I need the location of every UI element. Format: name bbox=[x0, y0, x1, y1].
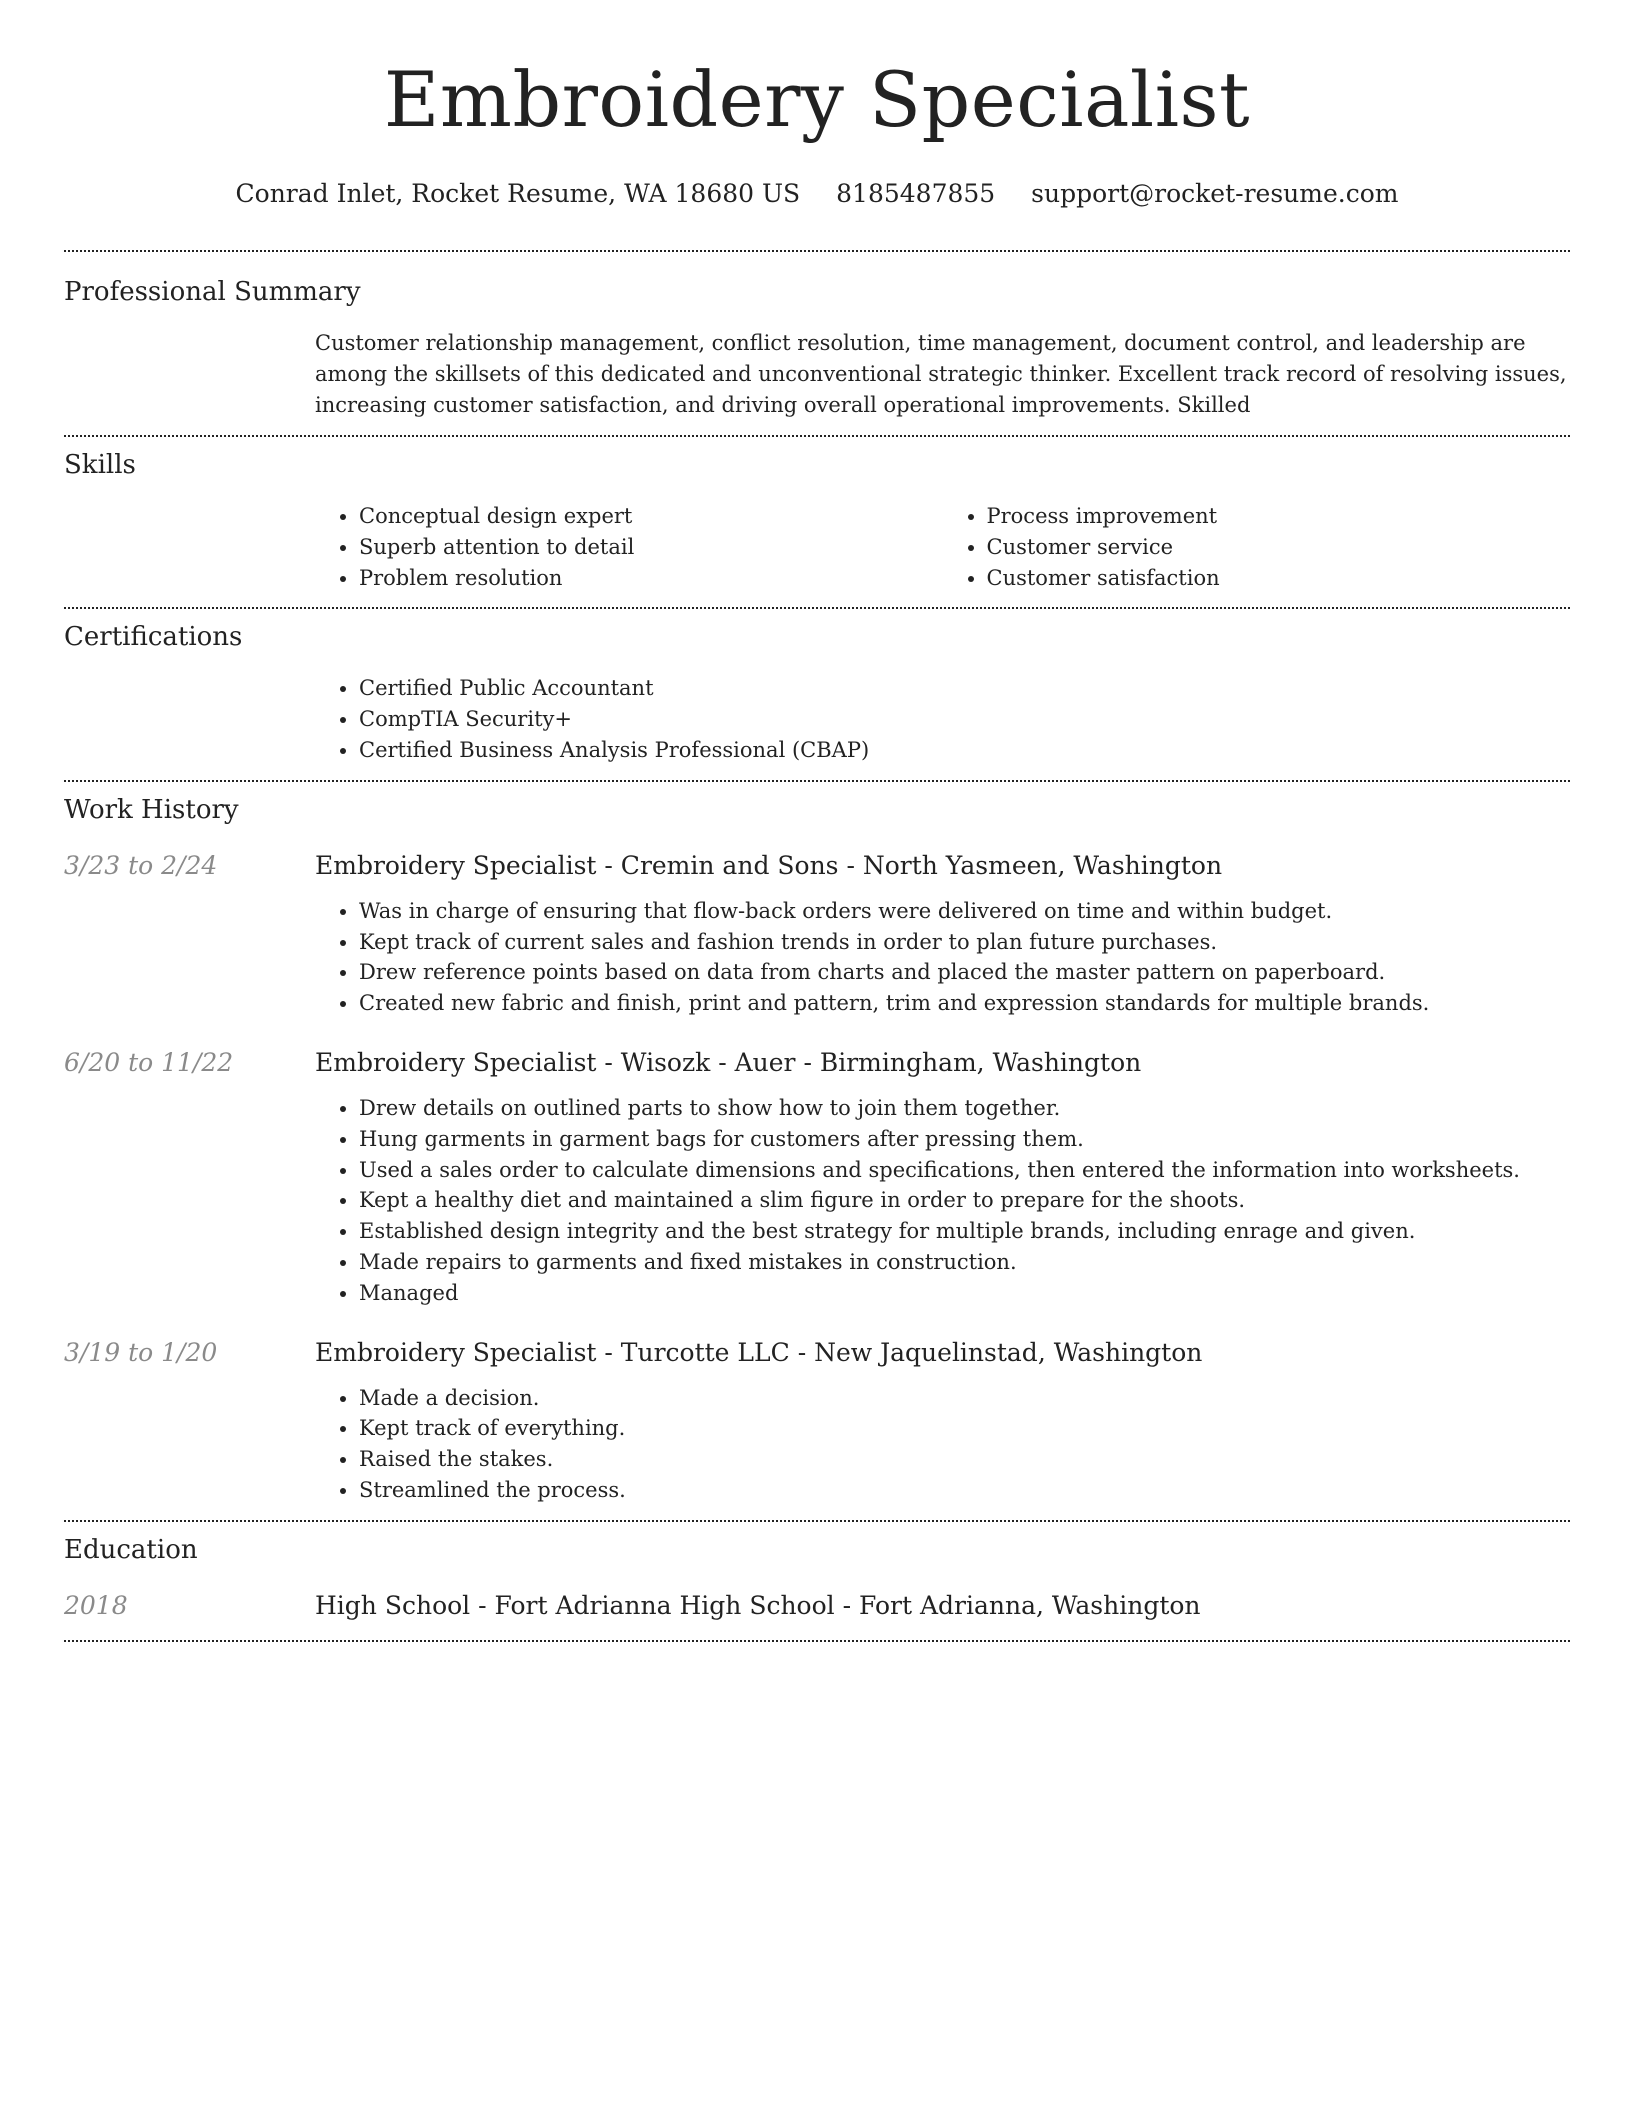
list-item: • Managed bbox=[359, 1278, 1570, 1309]
education-degree: High School bbox=[315, 1590, 471, 1620]
list-item: • Raised the stakes. bbox=[359, 1444, 1570, 1475]
job-entry bbox=[64, 1045, 1570, 1309]
section-title-education: Education bbox=[64, 1534, 198, 1565]
job-heading: Embroidery Specialist - Cremin and Sons - North Yasmeen, Washington bbox=[315, 850, 1223, 880]
job-bullets bbox=[315, 1093, 1570, 1309]
list-item: • Made repairs to garments and fixed mistakes in construction. bbox=[359, 1247, 1570, 1278]
education-year: 2018 bbox=[64, 1590, 128, 1620]
summary-text: Customer relationship management, conflict resolution, time management, document control, and leadership are among the skillsets of this dedicated and unconventional strategic thinker. Excellent track record of resolving issues, increasing customer satisfaction, and driving overall operational improvements. Skilled bbox=[315, 331, 1567, 417]
summary-section bbox=[64, 252, 1570, 435]
list-item: • Kept track of current sales and fashion trends in order to plan future purchases. bbox=[359, 927, 1570, 958]
contact-line bbox=[64, 176, 1570, 212]
job-entry bbox=[64, 848, 1570, 1019]
work-section bbox=[64, 782, 1570, 1520]
contact-address: Conrad Inlet, Rocket Resume, WA 18680 US bbox=[235, 179, 801, 208]
education-heading bbox=[315, 1588, 1201, 1624]
list-item: • Superb attention to detail bbox=[359, 532, 943, 563]
certifications-section bbox=[64, 609, 1570, 779]
list-item: • Drew reference points based on data from charts and placed the master pattern on paperboard. bbox=[359, 957, 1570, 988]
education-section bbox=[64, 1522, 1570, 1640]
resume-page bbox=[64, 0, 1570, 1642]
list-item: • Problem resolution bbox=[359, 563, 943, 594]
skills-list-right bbox=[943, 501, 1571, 593]
list-item: • Kept track of everything. bbox=[359, 1413, 1570, 1444]
section-title-work: Work History bbox=[64, 794, 239, 825]
list-item: • Was in charge of ensuring that flow-back orders were delivered on time and within budget. bbox=[359, 896, 1570, 927]
list-item: • Certified Business Analysis Professional (CBAP) bbox=[359, 735, 1570, 766]
job-dates: 3/19 to 1/20 bbox=[64, 1337, 218, 1367]
certifications-list bbox=[315, 673, 1570, 765]
list-item: • Kept a healthy diet and maintained a slim figure in order to prepare for the shoots. bbox=[359, 1185, 1570, 1216]
skills-list-left bbox=[315, 501, 943, 593]
job-heading: Embroidery Specialist - Wisozk - Auer - Birmingham, Washington bbox=[315, 1047, 1142, 1077]
section-title-certifications: Certifications bbox=[64, 622, 243, 653]
job-bullets bbox=[315, 896, 1570, 1019]
list-item: • Process improvement bbox=[987, 501, 1571, 532]
list-item: • Certified Public Accountant bbox=[359, 673, 1570, 704]
section-title-summary: Professional Summary bbox=[64, 277, 361, 307]
job-bullets bbox=[315, 1383, 1570, 1506]
skills-section bbox=[64, 437, 1570, 607]
list-item: • Streamlined the process. bbox=[359, 1475, 1570, 1506]
job-dates: 6/20 to 11/22 bbox=[64, 1047, 234, 1077]
job-entry bbox=[64, 1335, 1570, 1520]
list-item: • Conceptual design expert bbox=[359, 501, 943, 532]
list-item: • Established design integrity and the best strategy for multiple brands, including enrage and given. bbox=[359, 1216, 1570, 1247]
education-entry bbox=[64, 1588, 1570, 1640]
list-item: • Customer satisfaction bbox=[987, 563, 1571, 594]
list-item: • Used a sales order to calculate dimensions and specifications, then entered the information into worksheets. bbox=[359, 1155, 1570, 1186]
contact-email: support@rocket-resume.com bbox=[1031, 179, 1399, 208]
list-item: • Drew details on outlined parts to show how to join them together. bbox=[359, 1093, 1570, 1124]
divider bbox=[64, 1640, 1570, 1642]
resume-name: Embroidery Specialist bbox=[383, 55, 1251, 144]
list-item: • Customer service bbox=[987, 532, 1571, 563]
list-item: • Made a decision. bbox=[359, 1383, 1570, 1414]
list-item: • CompTIA Security+ bbox=[359, 704, 1570, 735]
list-item: • Hung garments in garment bags for customers after pressing them. bbox=[359, 1124, 1570, 1155]
job-heading: Embroidery Specialist - Turcotte LLC - New Jaquelinstad, Washington bbox=[315, 1337, 1203, 1367]
contact-phone: 8185487855 bbox=[836, 179, 996, 208]
list-item: • Created new fabric and finish, print and pattern, trim and expression standards for multiple brands. bbox=[359, 988, 1570, 1019]
job-dates: 3/23 to 2/24 bbox=[64, 850, 218, 880]
section-title-skills: Skills bbox=[64, 450, 136, 480]
education-school: - Fort Adrianna High School - Fort Adrianna, Washington bbox=[470, 1590, 1201, 1620]
